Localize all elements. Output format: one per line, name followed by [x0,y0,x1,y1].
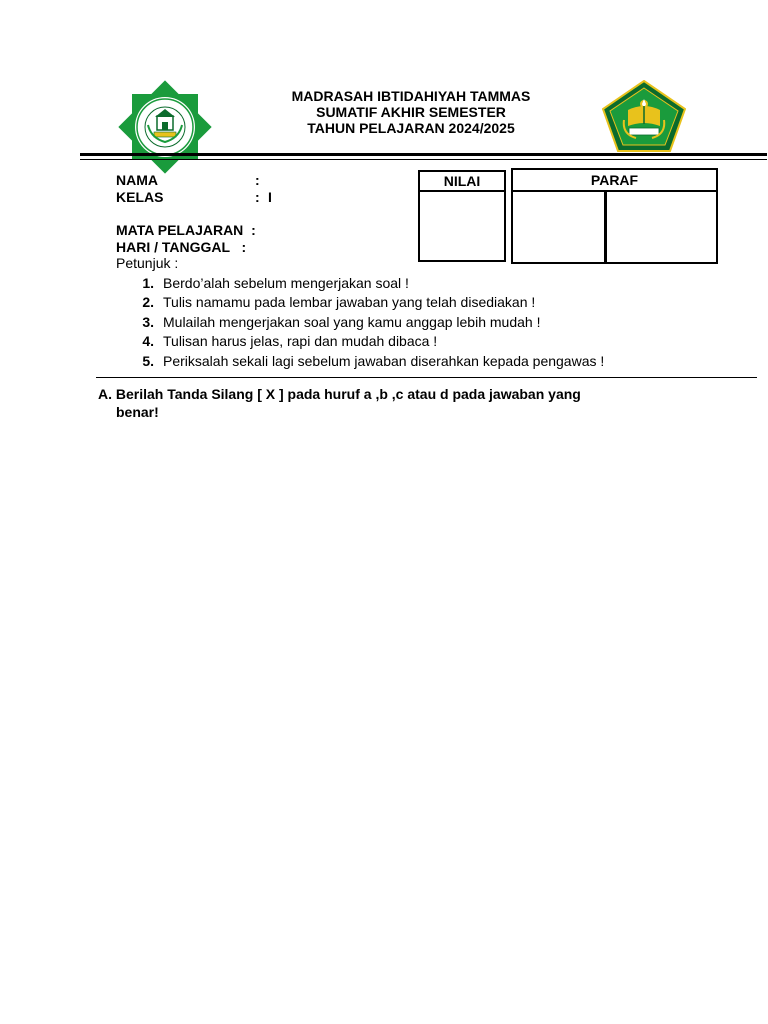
paraf-box-right [604,190,718,264]
paraf-box-left [511,190,607,264]
instruction-text: Tulis namamu pada lembar jawaban yang telah disediakan ! [163,294,536,310]
instruction-item [140,353,720,371]
header-rule-thin [80,159,767,160]
instruction-text: Berdo’alah sebelum mengerjakan soal ! [163,275,409,291]
instruction-number: 2. [142,294,154,310]
instructions-heading: Petunjuk : [116,255,179,271]
kelas-colon: : [255,189,260,205]
nilai-title: NILAI [443,173,481,189]
instruction-text: Tulisan harus jelas, rapi dan mudah dibaca ! [163,333,438,349]
school-name: MADRASAH IBTIDAHIYAH TAMMAS [291,88,531,104]
instruction-number: 4. [142,333,154,349]
section-a-instruction: A. Berilah Tanda Silang [ X ] pada huruf a ,b ,c atau d pada jawaban yang [98,386,581,402]
kelas-label: KELAS [116,189,164,205]
nama-label: NAMA [116,172,158,188]
instruction-item [140,333,700,351]
instruction-number: 3. [142,314,154,330]
paraf-header-box [511,168,718,192]
kelas-value: I [268,189,272,205]
instruction-text: Mulailah mengerjakan soal yang kamu anggap lebih mudah ! [163,314,541,330]
instruction-item [140,294,700,312]
instruction-item [140,275,700,293]
header-rule-thick [80,153,767,156]
exam-title: SUMATIF AKHIR SEMESTER [316,104,506,120]
section-a-instruction-cont: benar! [116,404,159,420]
instruction-number: 5. [142,353,154,369]
hari-tanggal-label: HARI / TANGGAL : [116,239,247,255]
academic-year: TAHUN PELAJARAN 2024/2025 [307,120,515,136]
nama-colon: : [255,172,260,188]
nilai-score-box [418,190,506,262]
instruction-item [140,314,700,332]
mata-pelajaran-label: MATA PELAJARAN : [116,222,256,238]
instruction-text: Periksalah sekali lagi sebelum jawaban diserahkan kepada pengawas ! [163,353,605,369]
instruction-number: 1. [142,275,154,291]
instructions-rule [96,377,757,378]
nilai-header-box [418,170,506,192]
paraf-title: PARAF [590,172,639,188]
